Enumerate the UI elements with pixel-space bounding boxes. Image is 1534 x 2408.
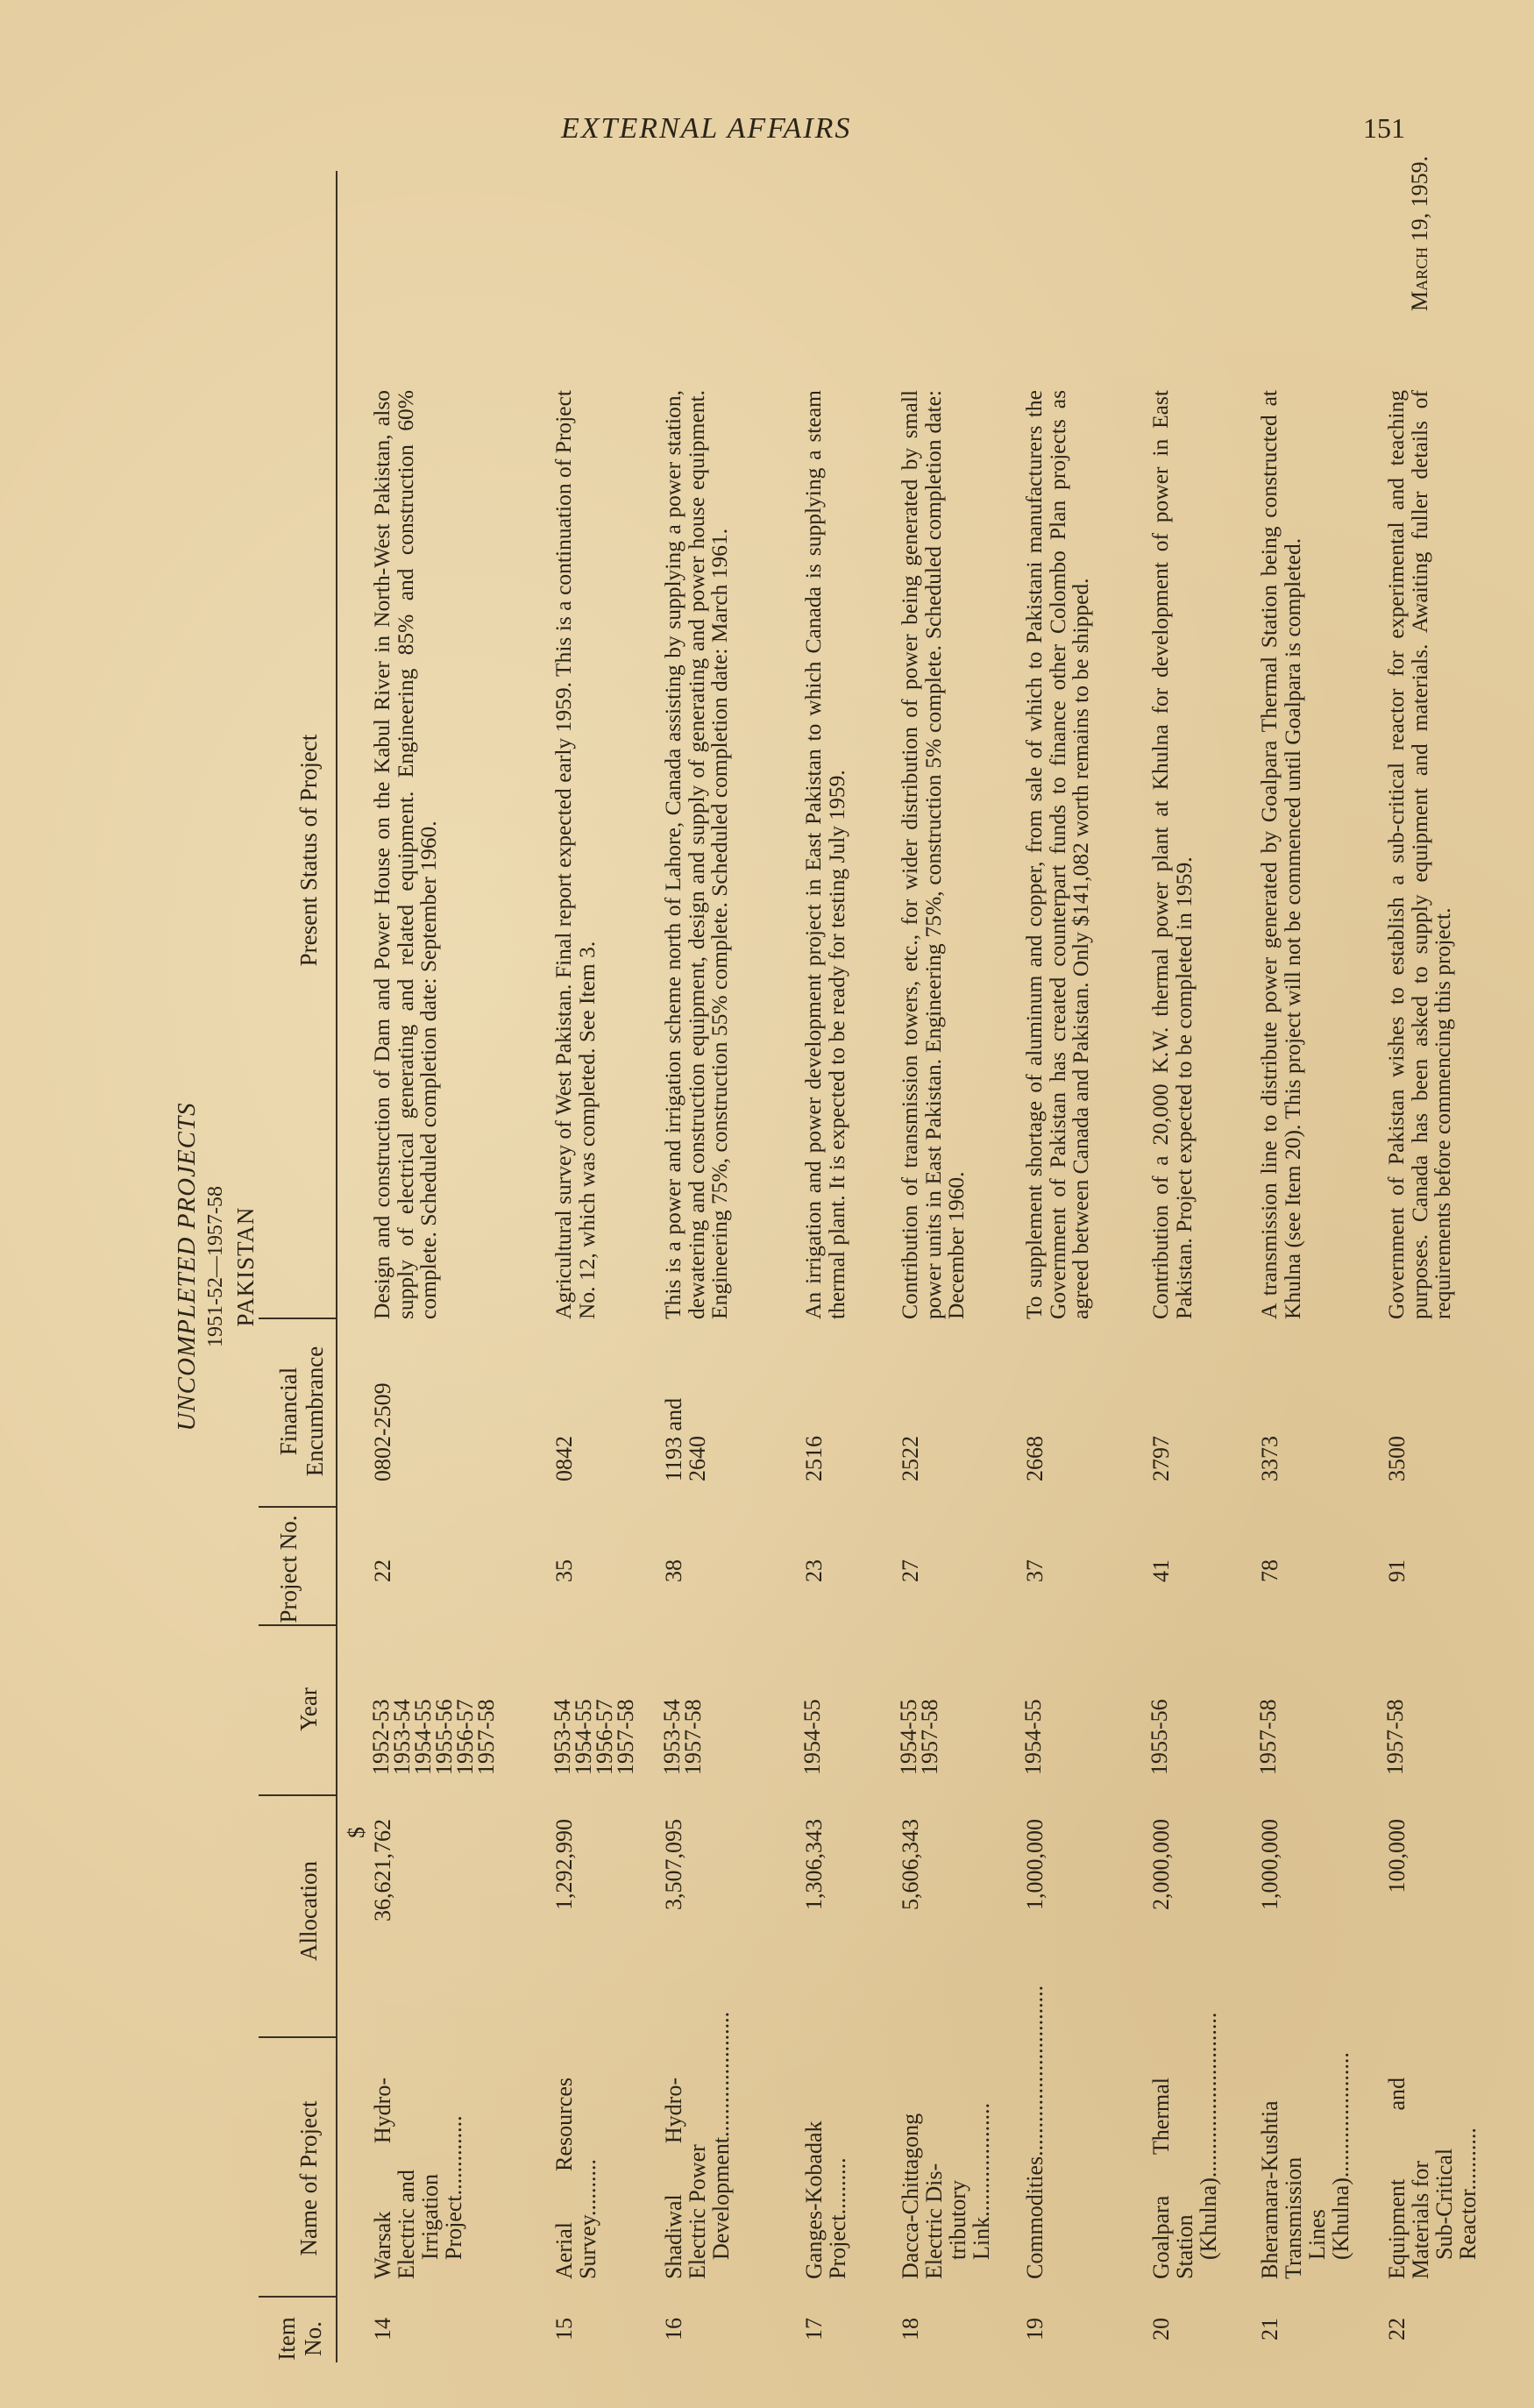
item-number: 16 <box>661 2318 686 2341</box>
year-entry: 1956-57 <box>592 1699 617 1775</box>
financial-encumbrance: 2668 <box>1022 1436 1048 1481</box>
financial-encumbrance: 0842 <box>551 1436 577 1481</box>
project-name-line: Development...................... <box>708 2011 734 2260</box>
project-name <box>552 2078 600 2279</box>
year-entry: 1955-56 <box>1147 1699 1172 1775</box>
project-name <box>1148 2012 1221 2279</box>
allocation-value: 36,621,762 <box>370 1819 395 1921</box>
allocation-value: 2,000,000 <box>1148 1819 1174 1910</box>
header-allocation: Allocation <box>295 1861 322 1961</box>
column-rule <box>259 1318 336 1319</box>
year-entry: 1954-55 <box>1020 1699 1046 1775</box>
project-name-line: Commodities.............................. <box>1022 1985 1048 2279</box>
project-name-line: (Khulna)............................. <box>1196 2012 1221 2260</box>
project-name-line: Dacca-Chittagong Electric Dis- <box>898 2113 947 2279</box>
document-date: March 19, 1959. <box>1407 155 1432 311</box>
header-rule <box>336 171 337 2362</box>
financial-encumbrance: 1193 and 2640 <box>661 1397 710 1481</box>
column-rule <box>259 1624 336 1626</box>
year-entry: 1956-57 <box>452 1699 478 1775</box>
item-number: 18 <box>898 2318 923 2341</box>
project-status: This is a power and irrigation scheme north of Lahore, Canada assisting by supplying a power station, dewatering and construction equipment, design and supply of generating and power house equipment. Engineering 75%, construction 55% complete. Scheduled completion date: March 1961. <box>660 390 732 1319</box>
project-number: 91 <box>1384 1559 1410 1582</box>
project-number: 22 <box>370 1559 395 1582</box>
project-name-line: Sub-Critical Reactor........... <box>1431 2127 1481 2260</box>
project-status: To supplement shortage of aluminum and copper, from sale of which to Pakistani manufacturers the Government of Pakistan has created counterpart funds to finance other Colombo Plan projects as agreed between Canada and Pakistan. Only $141,082 worth remains to be shipped. <box>1021 390 1093 1319</box>
header-status: Present Status of Project <box>295 734 322 967</box>
project-number: 41 <box>1148 1559 1174 1582</box>
allocation-value: 1,292,990 <box>551 1819 577 1910</box>
project-status: A transmission line to distribute power generated by Goalpara Thermal Station being constructed at Khulna (see Item 20). This project will not be commenced until Goalpara is completed. <box>1256 390 1305 1319</box>
year-entry: 1954-55 <box>896 1699 921 1775</box>
year-list <box>368 1644 499 1775</box>
page-number: 151 <box>1363 112 1405 144</box>
project-name <box>1257 2052 1353 2279</box>
year-list <box>1149 1644 1170 1775</box>
year-list <box>1020 1644 1046 1775</box>
year-entry: 1957-58 <box>1382 1699 1408 1775</box>
project-name-line: tributory Link.................... <box>945 2102 994 2260</box>
financial-encumbrance: 2797 <box>1148 1436 1174 1481</box>
project-name-line: Lines (Khulna)...................... <box>1304 2052 1353 2260</box>
project-number: 37 <box>1022 1559 1048 1582</box>
year-list <box>1382 1644 1408 1775</box>
year-entry: 1954-55 <box>799 1699 825 1775</box>
column-rule <box>259 1794 336 1796</box>
project-name-line: Equipment and Materials for <box>1384 2078 1433 2279</box>
table-caption-title: UNCOMPLETED PROJECTS <box>173 1102 201 1431</box>
item-number: 21 <box>1257 2318 1282 2341</box>
allocation-value: 5,606,343 <box>898 1819 923 1910</box>
year-entry: 1957-58 <box>680 1699 706 1775</box>
header-name: Name of Project <box>295 2100 322 2256</box>
column-rule <box>259 2036 336 2038</box>
running-head-title: EXTERNAL AFFAIRS <box>561 112 852 145</box>
header-item-no: Item No. <box>273 2317 326 2361</box>
item-number: 20 <box>1148 2318 1174 2341</box>
project-number: 23 <box>801 1559 827 1582</box>
financial-encumbrance: 2516 <box>801 1436 827 1481</box>
financial-encumbrance: 2522 <box>898 1436 923 1481</box>
column-rule <box>259 2296 336 2298</box>
item-number: 17 <box>801 2318 827 2341</box>
year-entry: 1953-54 <box>389 1699 415 1775</box>
year-list <box>552 1644 636 1775</box>
year-list <box>659 1644 706 1775</box>
year-list <box>799 1644 825 1775</box>
project-status: Agricultural survey of West Pakistan. Final report expected early 1959. This is a continuation of Project No. 12, which was completed. See Item 3. <box>550 390 600 1319</box>
item-number: 22 <box>1384 2318 1410 2341</box>
year-entry: 1954-55 <box>410 1699 436 1775</box>
project-number: 35 <box>551 1559 577 1582</box>
project-name <box>1385 2078 1480 2279</box>
project-status: Contribution of a 20,000 K.W. thermal power plant at Khulna for development of power in East Pakistan. Project expected to be completed in 1959. <box>1147 390 1197 1319</box>
year-entry: 1957-58 <box>473 1699 499 1775</box>
item-number: 19 <box>1022 2318 1048 2341</box>
allocation-value: 1,000,000 <box>1257 1819 1282 1910</box>
allocation-unit: $ <box>344 1827 369 1838</box>
project-number: 27 <box>898 1559 923 1582</box>
project-status: Design and construction of Dam and Power House on the Kabul River in North-West Pakistan, also supply of electrical generating and related equipment. Engineering 85% and construction 60% complete. Scheduled completion date: September 1960. <box>369 390 441 1319</box>
project-name <box>1022 1985 1048 2279</box>
financial-encumbrance: 3373 <box>1257 1436 1282 1481</box>
project-name <box>898 2078 993 2279</box>
project-name-line: Ganges-Kobadak Project.......... <box>801 2120 850 2279</box>
table-caption-country: PAKISTAN <box>232 1206 259 1327</box>
allocation-value: 100,000 <box>1384 1819 1410 1893</box>
year-entry: 1954-55 <box>571 1699 596 1775</box>
year-entry: 1957-58 <box>917 1699 942 1775</box>
project-name-line: Bheramara-Kushtia Transmission <box>1257 2100 1306 2279</box>
running-head <box>0 112 1534 156</box>
project-name <box>802 2078 849 2279</box>
year-entry: 1952-53 <box>368 1699 394 1775</box>
year-entry: 1957-58 <box>1255 1699 1281 1775</box>
year-list <box>898 1644 941 1775</box>
table-caption-years: 1951-52—1957-58 <box>204 1186 227 1347</box>
project-name <box>661 2011 734 2279</box>
projects-table <box>110 155 1481 2362</box>
year-entry: 1955-56 <box>431 1699 457 1775</box>
project-number: 38 <box>661 1559 686 1582</box>
project-status: Contribution of transmission towers, etc., for wider distribution of power being generated by small power units in East Pakistan. Engineering 75%, construction 5% complete. Scheduled completion date: December 1960. <box>897 390 969 1319</box>
allocation-value: 1,000,000 <box>1022 1819 1048 1910</box>
project-number: 78 <box>1257 1559 1282 1582</box>
allocation-value: 1,306,343 <box>801 1819 827 1910</box>
year-entry: 1957-58 <box>613 1699 638 1775</box>
financial-encumbrance: 3500 <box>1384 1436 1410 1481</box>
project-name-line: Shadiwal Hydro-Electric Power <box>661 2078 710 2279</box>
year-list <box>1255 1644 1281 1775</box>
financial-encumbrance: 0802-2509 <box>370 1382 395 1481</box>
item-number: 15 <box>551 2318 577 2341</box>
header-financial: Financial Encumbrance <box>275 1346 328 1477</box>
project-name-line: Warsak Hydro-Electric and <box>370 2078 419 2279</box>
item-number: 14 <box>370 2318 395 2341</box>
project-status: An irrigation and power development project in East Pakistan to which Canada is supplying a steam thermal plant. It is expected to be ready for testing July 1959. <box>800 390 849 1319</box>
project-name-line: Goalpara Thermal Station <box>1148 2078 1197 2279</box>
project-status: Government of Pakistan wishes to establish a sub-critical reactor for experimental and teaching purposes. Canada has been asked to supply equipment and materials. Awaiting fuller details of requirements before commencing this project. <box>1383 390 1455 1319</box>
allocation-value: 3,507,095 <box>661 1819 686 1910</box>
column-rule <box>259 1506 336 1508</box>
project-name-line: Irrigation Project.............. <box>417 2115 466 2260</box>
project-name-line: Aerial Resources Survey.......... <box>551 2078 600 2279</box>
header-project-no: Project No. <box>275 1515 302 1623</box>
year-entry: 1953-54 <box>550 1699 575 1775</box>
year-entry: 1953-54 <box>659 1699 685 1775</box>
header-year: Year <box>295 1687 322 1731</box>
project-name <box>371 2078 465 2279</box>
